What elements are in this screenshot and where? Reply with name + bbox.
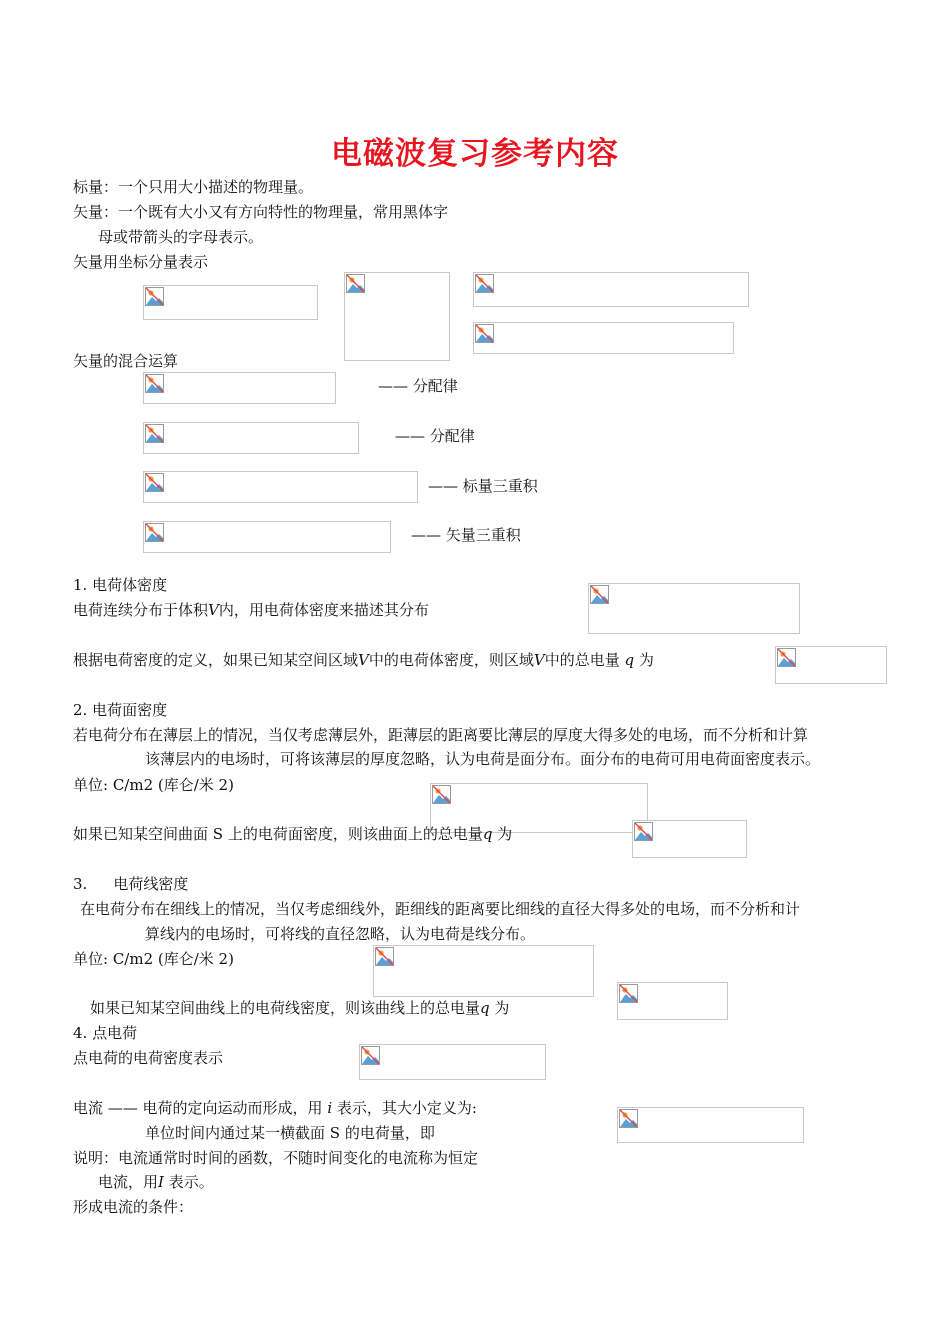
formula-image xyxy=(143,285,318,320)
formula-label: —— 分配律 xyxy=(378,377,458,395)
formula-image xyxy=(775,646,887,684)
surface-density-line1: 若电荷分布在薄层上的情况，当仅考虑薄层外，距薄层的距离要比薄层的厚度大得多处的电场，而不分析和计算 xyxy=(73,726,809,744)
volume-density-description: 电荷连续分布于体积V内，用电荷体密度来描述其分布 xyxy=(73,601,429,619)
surface-density-unit: 单位: C/m2 (库仑/米 2) xyxy=(73,776,234,794)
surface-density-line2: 该薄层内的电场时，可将该薄层的厚度忽略，认为电荷是面分布。面分布的电荷可用电荷面密度表示。 xyxy=(145,750,821,768)
scalar-definition: 标量：一个只用大小描述的物理量。 xyxy=(73,178,314,196)
broken-image-icon xyxy=(145,424,164,443)
current-note-line1: 说明：电流通常时时间的函数，不随时间变化的电流称为恒定 xyxy=(73,1149,479,1167)
broken-image-icon xyxy=(432,785,451,804)
point-charge-heading: 4. 点电荷 xyxy=(73,1024,138,1042)
mixed-operations-heading: 矢量的混合运算 xyxy=(73,352,179,370)
formula-image xyxy=(473,272,749,307)
formula-image xyxy=(143,372,336,404)
broken-image-icon xyxy=(145,287,164,306)
formula-image xyxy=(143,422,359,454)
formula-image xyxy=(373,945,594,997)
formula-label: —— 分配律 xyxy=(395,427,475,445)
formula-image xyxy=(143,471,418,503)
line-density-unit: 单位: C/m2 (库仑/米 2) xyxy=(73,950,234,968)
broken-image-icon xyxy=(346,274,365,293)
current-note-line2: 电流，用I 表示。 xyxy=(98,1173,214,1191)
current-definition-line2: 单位时间内通过某一横截面 S 的电荷量，即 xyxy=(145,1124,435,1142)
formula-image xyxy=(588,583,800,634)
formula-image xyxy=(359,1044,546,1080)
broken-image-icon xyxy=(145,473,164,492)
current-conditions-label: 形成电流的条件： xyxy=(73,1198,194,1216)
broken-image-icon xyxy=(475,324,494,343)
line-density-heading: 3. 电荷线密度 xyxy=(73,875,189,893)
broken-image-icon xyxy=(475,274,494,293)
broken-image-icon xyxy=(361,1046,380,1065)
broken-image-icon xyxy=(619,1109,638,1128)
formula-image xyxy=(344,272,450,361)
surface-density-heading: 2. 电荷面密度 xyxy=(73,701,168,719)
broken-image-icon xyxy=(619,984,638,1003)
vector-definition-line2: 母或带箭头的字母表示。 xyxy=(98,228,264,246)
surface-total-charge-text: 如果已知某空间曲面 S 上的电荷面密度，则该曲面上的总电量q 为 xyxy=(73,825,513,843)
point-charge-description: 点电荷的电荷密度表示 xyxy=(73,1049,224,1067)
formula-image xyxy=(473,322,734,354)
broken-image-icon xyxy=(375,947,394,966)
formula-image xyxy=(632,820,747,858)
formula-label: —— 标量三重积 xyxy=(428,477,538,495)
volume-density-heading: 1. 电荷体密度 xyxy=(73,576,168,594)
formula-image xyxy=(617,1107,804,1143)
volume-total-charge-text: 根据电荷密度的定义，如果已知某空间区域V中的电荷体密度，则区域V中的总电量 q 为 xyxy=(73,651,654,669)
broken-image-icon xyxy=(145,374,164,393)
broken-image-icon xyxy=(634,822,653,841)
formula-label: —— 矢量三重积 xyxy=(411,526,521,544)
broken-image-icon xyxy=(145,523,164,542)
line-density-line1: 在电荷分布在细线上的情况，当仅考虑细线外，距细线的距离要比细线的直径大得多处的电场，而不分析和计 xyxy=(80,900,801,918)
vector-definition-line1: 矢量：一个既有大小又有方向特性的物理量，常用黑体字 xyxy=(73,203,449,221)
formula-image xyxy=(617,982,728,1020)
broken-image-icon xyxy=(777,648,796,667)
current-definition: 电流 —— 电荷的定向运动而形成，用 i 表示，其大小定义为: xyxy=(73,1099,477,1117)
formula-image xyxy=(143,521,391,553)
line-density-line2: 算线内的电场时，可将线的直径忽略，认为电荷是线分布。 xyxy=(145,925,536,943)
broken-image-icon xyxy=(590,585,609,604)
page-title: 电磁波复习参考内容 xyxy=(331,136,619,172)
line-total-charge-text: 如果已知某空间曲线上的电荷线密度，则该曲线上的总电量q 为 xyxy=(90,999,510,1017)
vector-components-label: 矢量用坐标分量表示 xyxy=(73,253,209,271)
